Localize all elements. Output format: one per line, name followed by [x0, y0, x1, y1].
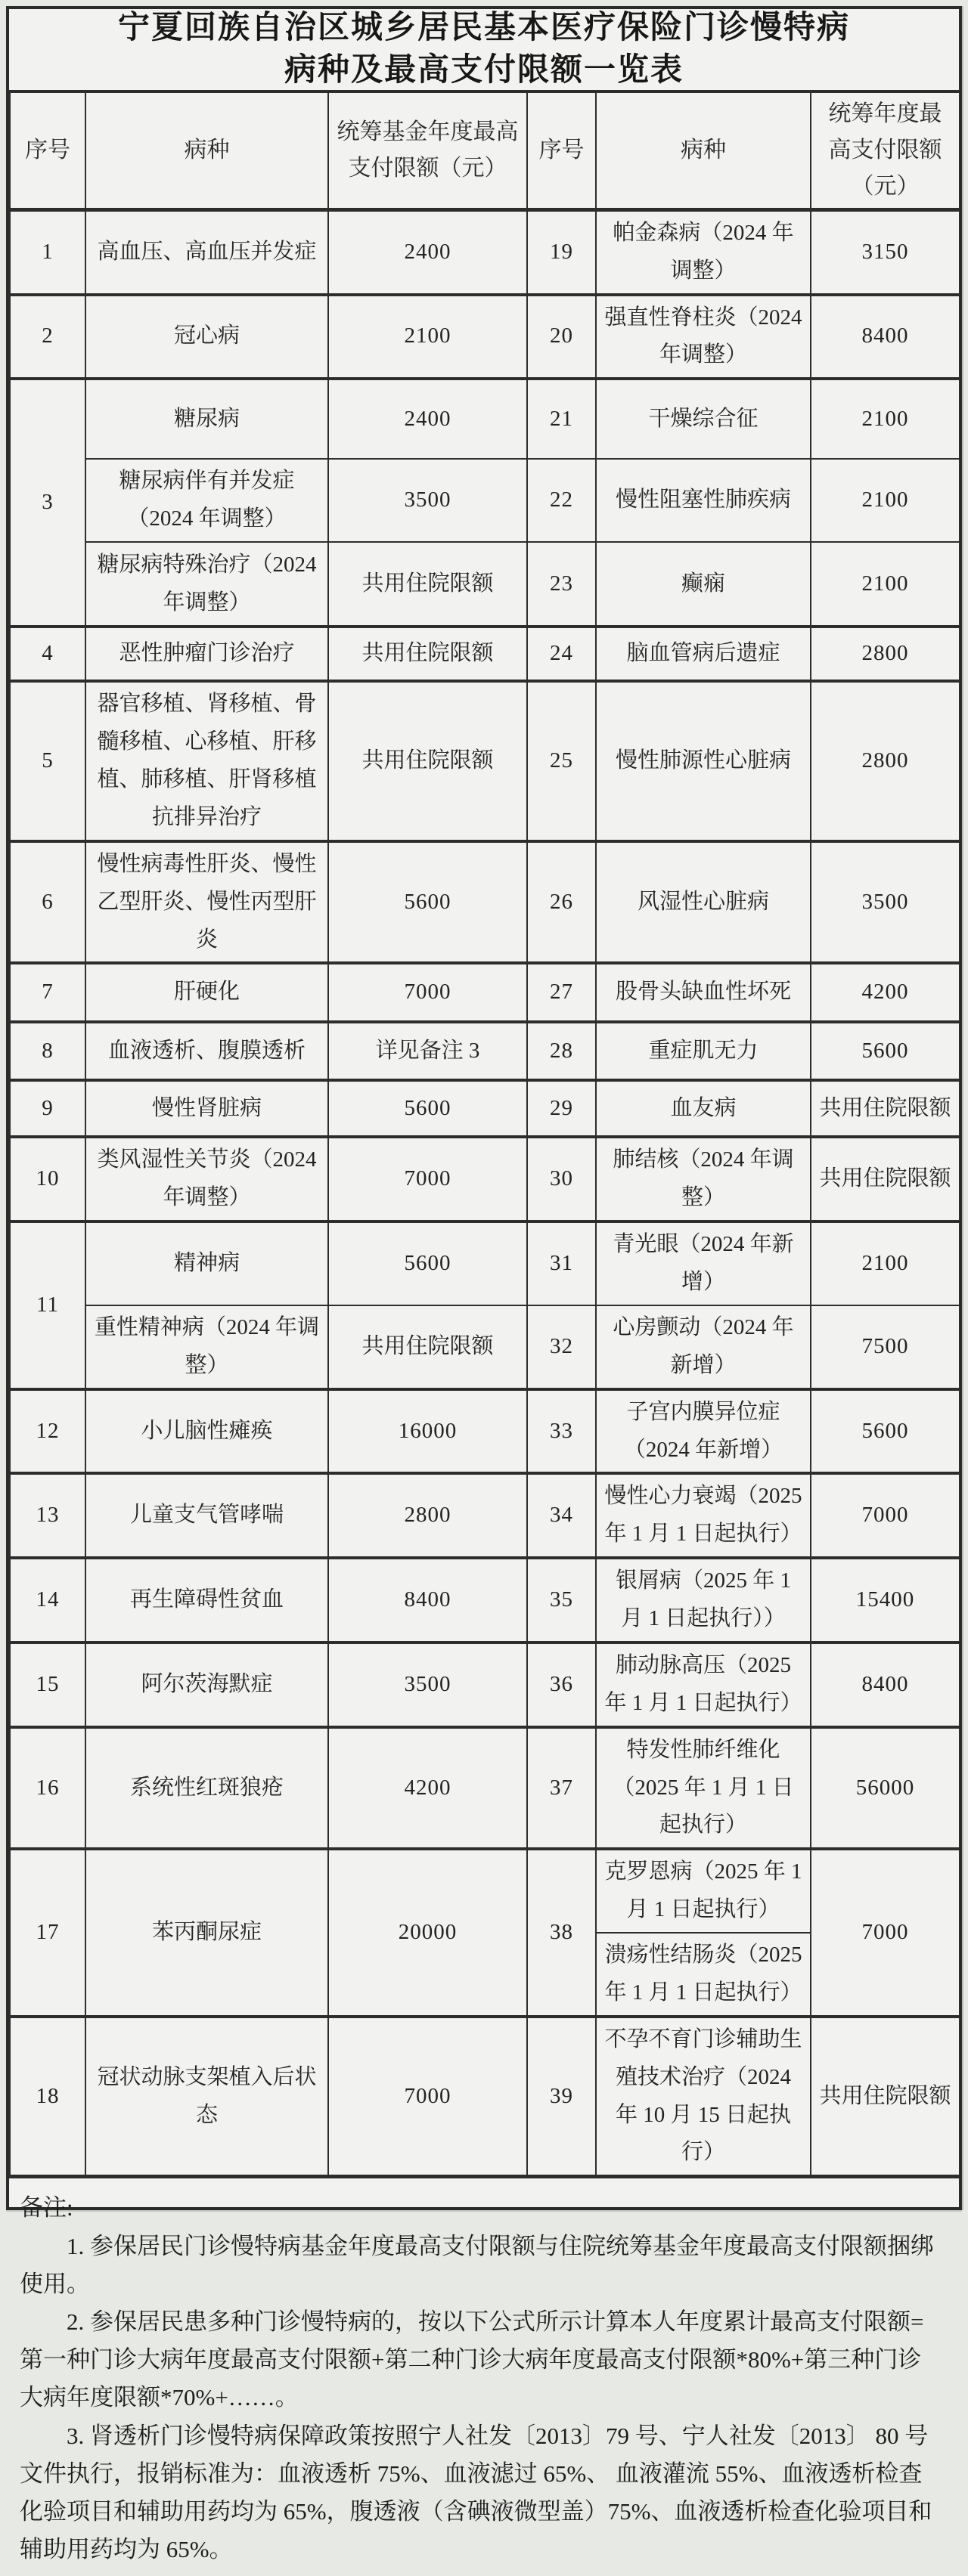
table-row — [10, 1221, 960, 1305]
disease-cell: 脑血管病后遗症 — [596, 627, 811, 681]
seq-cell: 31 — [527, 1221, 596, 1305]
disease-cell: 帕金森病（2024 年调整） — [596, 209, 811, 294]
disease-cell: 阿尔茨海默症 — [85, 1643, 328, 1727]
limit-cell: 2100 — [811, 459, 960, 542]
disease-cell: 干燥综合征 — [596, 379, 811, 459]
seq-cell: 17 — [10, 1849, 85, 2017]
limit-cell: 3500 — [811, 841, 960, 964]
page-title-line2: 病种及最高支付限额一览表 — [284, 53, 684, 88]
limit-cell: 56000 — [811, 1727, 960, 1850]
table-row — [10, 1558, 960, 1643]
seq-cell: 20 — [527, 295, 596, 379]
seq-cell: 7 — [10, 963, 85, 1022]
limit-cell: 2100 — [328, 295, 527, 379]
limit-cell: 7500 — [811, 1305, 960, 1389]
limit-cell: 5600 — [328, 841, 527, 964]
table-row — [10, 2017, 960, 2177]
disease-cell: 肺结核（2024 年调整） — [596, 1137, 811, 1221]
limit-cell: 2400 — [328, 379, 527, 459]
note-item-2: 2. 参保居民患多种门诊慢特病的，按以下公式所示计算本人年度累计最高支付限额=第一种门诊大病年度最高支付限额+第二种门诊大病年度最高支付限额*80%+第三种门诊大病年度限额*70%+……。 — [20, 2308, 924, 2411]
seq-cell: 30 — [527, 1137, 596, 1221]
disease-cell: 血友病 — [596, 1080, 811, 1137]
disease-cell: 子宫内膜异位症（2024 年新增） — [596, 1389, 811, 1474]
limit-cell: 详见备注 3 — [328, 1022, 527, 1080]
seq-cell: 19 — [527, 209, 596, 294]
limit-cell: 共用住院限额 — [811, 1137, 960, 1221]
limit-cell: 7000 — [328, 963, 527, 1022]
limit-cell: 8400 — [811, 1643, 960, 1727]
seq-cell: 2 — [10, 295, 85, 379]
disease-cell: 银屑病（2025 年 1 月 1 日起执行）） — [596, 1558, 811, 1643]
disease-cell: 肺动脉高压（2025 年 1 月 1 日起执行） — [596, 1643, 811, 1727]
page-title — [9, 9, 959, 90]
disease-cell: 类风湿性关节炎（2024 年调整） — [85, 1137, 328, 1221]
seq-cell: 8 — [10, 1022, 85, 1080]
disease-cell: 慢性心力衰竭（2025 年 1 月 1 日起执行） — [596, 1473, 811, 1558]
seq-cell: 12 — [10, 1389, 85, 1474]
disease-cell: 冠心病 — [85, 295, 328, 379]
limit-cell: 3500 — [328, 1643, 527, 1727]
seq-cell: 35 — [527, 1558, 596, 1643]
seq-cell: 33 — [527, 1389, 596, 1474]
seq-cell: 9 — [10, 1080, 85, 1137]
disease-cell: 风湿性心脏病 — [596, 841, 811, 964]
seq-cell: 11 — [10, 1221, 85, 1389]
seq-cell: 3 — [10, 379, 85, 627]
disease-cell: 股骨头缺血性坏死 — [596, 963, 811, 1022]
disease-cell: 重性精神病（2024 年调整） — [85, 1305, 328, 1389]
seq-cell: 37 — [527, 1727, 596, 1850]
table-row — [10, 1137, 960, 1221]
seq-cell: 23 — [527, 542, 596, 627]
table-row — [10, 1849, 960, 1933]
seq-cell: 36 — [527, 1643, 596, 1727]
seq-cell: 25 — [527, 681, 596, 841]
limit-cell: 4200 — [328, 1727, 527, 1850]
seq-cell: 27 — [527, 963, 596, 1022]
disease-cell: 心房颤动（2024 年新增） — [596, 1305, 811, 1389]
seq-cell: 28 — [527, 1022, 596, 1080]
disease-cell: 癫痫 — [596, 542, 811, 627]
limit-cell: 5600 — [811, 1389, 960, 1474]
disease-cell: 慢性肾脏病 — [85, 1080, 328, 1137]
disease-cell: 溃疡性结肠炎（2025 年 1 月 1 日起执行） — [596, 1933, 811, 2017]
header-limit-right: 统筹年度最高支付限额（元） — [811, 91, 960, 210]
table-row — [10, 1080, 960, 1137]
limit-cell: 共用住院限额 — [328, 542, 527, 627]
table-row — [10, 1473, 960, 1558]
disease-cell: 强直性脊柱炎（2024 年调整） — [596, 295, 811, 379]
limit-cell: 2100 — [811, 1221, 960, 1305]
disease-cell: 血液透析、腹膜透析 — [85, 1022, 328, 1080]
limit-cell: 2100 — [811, 542, 960, 627]
seq-cell: 16 — [10, 1727, 85, 1850]
disease-cell: 克罗恩病（2025 年 1 月 1 日起执行） — [596, 1849, 811, 1933]
table-row — [10, 209, 960, 294]
disease-cell: 精神病 — [85, 1221, 328, 1305]
limit-cell: 共用住院限额 — [328, 681, 527, 841]
disease-cell: 系统性红斑狼疮 — [85, 1727, 328, 1850]
seq-cell: 13 — [10, 1473, 85, 1558]
disease-limit-table — [9, 90, 960, 2179]
limit-cell: 2800 — [811, 681, 960, 841]
table-row — [10, 627, 960, 681]
seq-cell: 38 — [527, 1849, 596, 2017]
table-row — [10, 1643, 960, 1727]
header-disease-right: 病种 — [596, 91, 811, 210]
limit-cell: 5600 — [811, 1022, 960, 1080]
notes-section — [9, 2178, 959, 2576]
table-row — [10, 1727, 960, 1850]
header-seq-right: 序号 — [527, 91, 596, 210]
limit-cell: 共用住院限额 — [328, 1305, 527, 1389]
seq-cell: 34 — [527, 1473, 596, 1558]
seq-cell: 4 — [10, 627, 85, 681]
disease-cell: 冠状动脉支架植入后状态 — [85, 2017, 328, 2177]
disease-cell: 糖尿病特殊治疗（2024 年调整） — [85, 542, 328, 627]
limit-cell: 2800 — [328, 1473, 527, 1558]
limit-cell: 2100 — [811, 379, 960, 459]
limit-cell: 15400 — [811, 1558, 960, 1643]
limit-cell: 8400 — [811, 295, 960, 379]
table-row — [10, 1022, 960, 1080]
disease-cell: 肝硬化 — [85, 963, 328, 1022]
limit-cell: 3500 — [328, 459, 527, 542]
limit-cell: 7000 — [328, 2017, 527, 2177]
limit-cell: 7000 — [328, 1137, 527, 1221]
disease-cell: 慢性阻塞性肺疾病 — [596, 459, 811, 542]
seq-cell: 1 — [10, 209, 85, 294]
seq-cell: 29 — [527, 1080, 596, 1137]
disease-cell: 苯丙酮尿症 — [85, 1849, 328, 2017]
table-row — [10, 295, 960, 379]
page-title-line1: 宁夏回族自治区城乡居民基本医疗保险门诊慢特病 — [117, 11, 850, 45]
seq-cell: 24 — [527, 627, 596, 681]
limit-cell: 3150 — [811, 209, 960, 294]
seq-cell: 32 — [527, 1305, 596, 1389]
limit-cell: 5600 — [328, 1080, 527, 1137]
disease-cell: 儿童支气管哮喘 — [85, 1473, 328, 1558]
seq-cell: 18 — [10, 2017, 85, 2177]
limit-cell: 20000 — [328, 1849, 527, 2017]
seq-cell: 15 — [10, 1643, 85, 1727]
limit-cell: 7000 — [811, 1473, 960, 1558]
seq-cell: 6 — [10, 841, 85, 964]
disease-cell: 再生障碍性贫血 — [85, 1558, 328, 1643]
seq-cell: 21 — [527, 379, 596, 459]
limit-cell: 8400 — [328, 1558, 527, 1643]
seq-cell: 39 — [527, 2017, 596, 2177]
seq-cell: 10 — [10, 1137, 85, 1221]
table-row — [10, 459, 960, 542]
disease-cell: 高血压、高血压并发症 — [85, 209, 328, 294]
table-row — [10, 379, 960, 459]
table-row — [10, 681, 960, 841]
limit-cell: 共用住院限额 — [328, 627, 527, 681]
seq-cell: 14 — [10, 1558, 85, 1643]
note-item-3: 3. 肾透析门诊慢特病保障政策按照宁人社发〔2013〕79 号、宁人社发〔2013〕 80 号文件执行，报销标准为：血液透析 75%、血液滤过 65%、 血液灌流 55%、血液透析检查化验项目和辅助用药均为 65%，腹透液（含碘液微型盖）75%、血液透析检查化验项目和辅助用药均为 65%。 — [20, 2422, 932, 2563]
seq-cell: 22 — [527, 459, 596, 542]
disease-cell: 糖尿病 — [85, 379, 328, 459]
notes-label: 备注: — [20, 2194, 73, 2221]
header-row — [10, 91, 960, 210]
limit-cell: 16000 — [328, 1389, 527, 1474]
limit-cell: 2800 — [811, 627, 960, 681]
disease-cell: 恶性肿瘤门诊治疗 — [85, 627, 328, 681]
table-row — [10, 1389, 960, 1474]
disease-cell: 不孕不育门诊辅助生殖技术治疗（2024 年 10 月 15 日起执行） — [596, 2017, 811, 2177]
disease-cell: 慢性肺源性心脏病 — [596, 681, 811, 841]
note-item-1: 1. 参保居民门诊慢特病基金年度最高支付限额与住院统筹基金年度最高支付限额捆绑使用。 — [20, 2232, 934, 2297]
header-seq-left: 序号 — [10, 91, 85, 210]
header-limit-left: 统筹基金年度最高支付限额（元） — [328, 91, 527, 210]
disease-cell: 小儿脑性瘫痪 — [85, 1389, 328, 1474]
limit-cell: 共用住院限额 — [811, 2017, 960, 2177]
seq-cell: 26 — [527, 841, 596, 964]
limit-cell: 2400 — [328, 209, 527, 294]
disease-cell: 糖尿病伴有并发症（2024 年调整） — [85, 459, 328, 542]
disease-cell: 重症肌无力 — [596, 1022, 811, 1080]
limit-cell: 5600 — [328, 1221, 527, 1305]
header-disease-left: 病种 — [85, 91, 328, 210]
table-row — [10, 963, 960, 1022]
disease-cell: 青光眼（2024 年新增） — [596, 1221, 811, 1305]
limit-cell: 7000 — [811, 1849, 960, 2017]
disease-cell: 特发性肺纤维化（2025 年 1 月 1 日起执行） — [596, 1727, 811, 1850]
table-row — [10, 1305, 960, 1389]
disease-cell: 器官移植、肾移植、骨髓移植、心移植、肝移植、肺移植、肝肾移植抗排异治疗 — [85, 681, 328, 841]
disease-cell: 慢性病毒性肝炎、慢性乙型肝炎、慢性丙型肝炎 — [85, 841, 328, 964]
table-row — [10, 542, 960, 627]
scanned-document — [6, 6, 962, 2563]
table-row — [10, 841, 960, 964]
seq-cell: 5 — [10, 681, 85, 841]
limit-cell: 共用住院限额 — [811, 1080, 960, 1137]
limit-cell: 4200 — [811, 963, 960, 1022]
